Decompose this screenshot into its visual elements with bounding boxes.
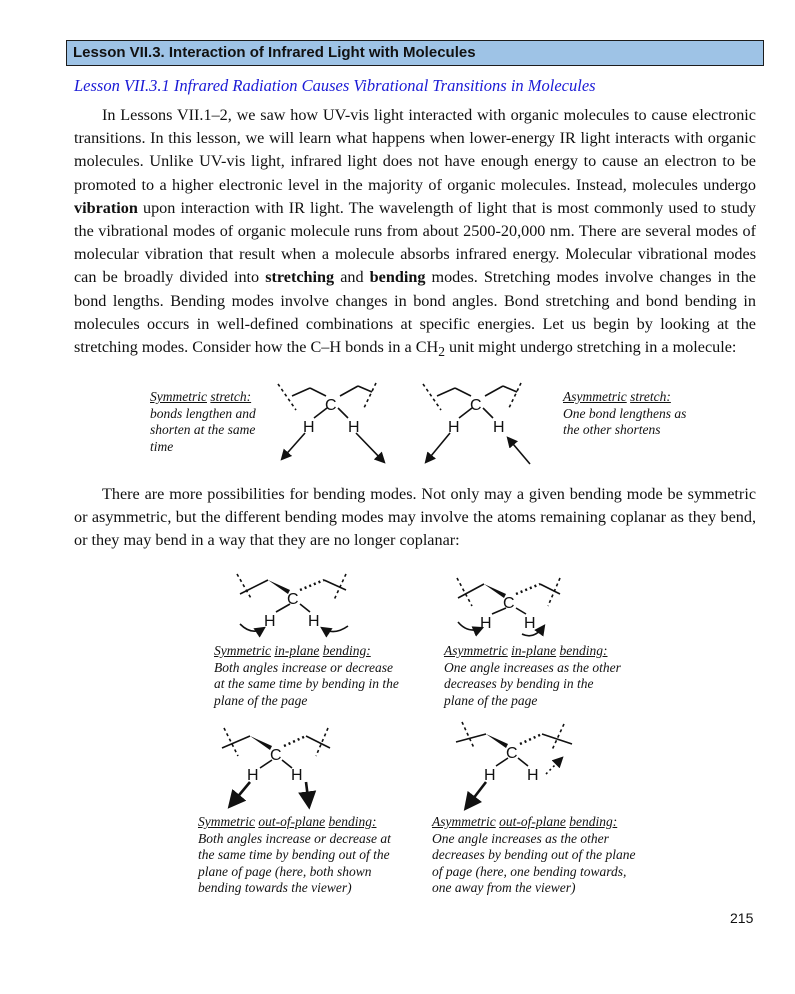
hydrogen-atom: H <box>527 767 539 784</box>
hydrogen-atom: H <box>291 767 303 784</box>
asymmetric-outplane-caption: Asymmetric out-of-plane bending: One angle increases as the other decreases by bending out of the plane of page (here, one bending towards, one away from the viewer) <box>432 814 636 895</box>
hydrogen-atom: H <box>264 613 276 630</box>
bending-intro-paragraph: There are more possibilities for bending modes. Not only may a given bending mode be symmetric or asymmetric, but the different bending modes may involve the atoms remaining coplanar as they bend, or they may bend in a way that they are no longer coplanar: <box>74 485 756 550</box>
hydrogen-atom: H <box>524 615 536 632</box>
asymmetric-stretch-caption: Asymmetric stretch: One bond lengthens as the other shortens <box>563 389 687 437</box>
symmetric-outplane-molecule <box>222 728 330 806</box>
intro-paragraph: In Lessons VII.1–2, we saw how UV-vis light interacted with organic molecules to cause electronic transitions. In this lesson, we will learn what happens when lower-energy IR light interacts with organic molecules. Unlike UV-vis light, infrared light does not have enough energy to cause an electron to be promoted to a higher electronic level in the majority of organic molecules. Instead, molecules undergo vibration upon interaction with IR light. The wavelength of light that is most commonly used to study the vibrational modes of organic molecule runs from about 2500-20,000 nm. There are several modes of molecular vibration that result when a molecule absorbs infrared energy. Molecular vibrational modes can be broadly divided into stretching and bending modes. Stretching modes involve changes in the bond lengths. Bending modes involve changes in bond angles. Bond stretching and bond bending in molecules occurs in well-defined combinations at specific energies. Let us begin by looking at the stretching modes. Consider how the C–H bonds in a $CH_2$ unit might undergo stretching in a molecule: <box>74 106 756 360</box>
hydrogen-atom: H <box>493 419 505 436</box>
hydrogen-atom: H <box>480 615 492 632</box>
carbon-atom: C <box>470 397 482 414</box>
carbon-atom: C <box>287 591 299 608</box>
page-number: 215 <box>730 910 754 926</box>
hydrogen-atom: H <box>247 767 259 784</box>
hydrogen-atom: H <box>308 613 320 630</box>
carbon-atom: C <box>503 595 515 612</box>
symmetric-stretch-caption: Symmetric stretch: bonds lengthen and shorten at the same time <box>150 389 256 454</box>
hydrogen-atom: H <box>303 419 315 436</box>
section-subheading: Lesson VII.3.1 Infrared Radiation Causes Vibrational Transitions in Molecules <box>74 76 596 95</box>
symmetric-stretch-molecule <box>278 383 384 462</box>
asymmetric-inplane-caption: Asymmetric in-plane bending: One angle increases as the other decreases by bending in the plane of the page <box>444 643 621 708</box>
hydrogen-atom: H <box>348 419 360 436</box>
carbon-atom: C <box>325 397 337 414</box>
carbon-atom: C <box>506 745 518 762</box>
symmetric-outplane-caption: Symmetric out-of-plane bending: Both angles increase or decrease at the same time by bending out of the plane of page (here, both shown bending towards the viewer) <box>198 814 391 895</box>
asymmetric-outplane-molecule <box>456 722 572 808</box>
symmetric-inplane-caption: Symmetric in-plane bending: Both angles increase or decrease at the same time by bending in the plane of the page <box>214 643 399 708</box>
hydrogen-atom: H <box>484 767 496 784</box>
hydrogen-atom: H <box>448 419 460 436</box>
asymmetric-stretch-molecule <box>423 383 530 464</box>
carbon-atom: C <box>270 747 282 764</box>
lesson-header: Lesson VII.3. Interaction of Infrared Light with Molecules <box>66 40 764 66</box>
